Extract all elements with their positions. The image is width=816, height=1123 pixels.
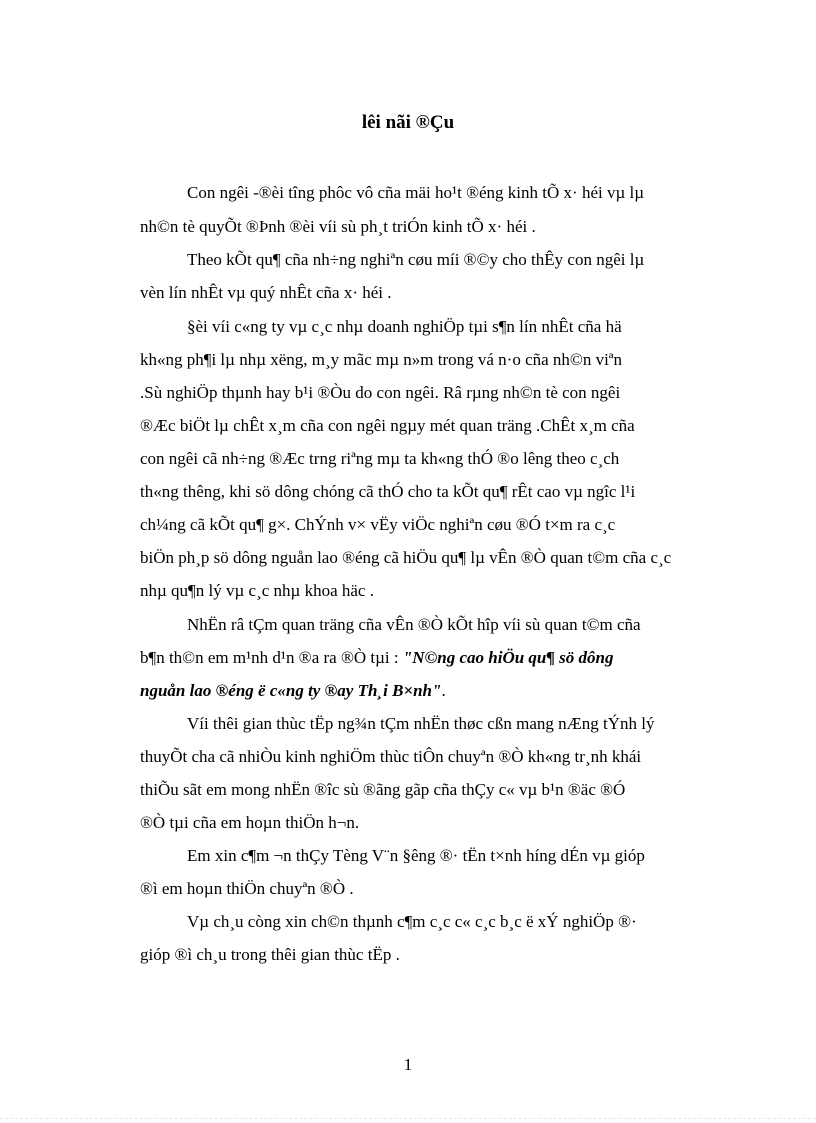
paragraph-3-line-7: ch¼ng cã kÕt qu¶ g×. ChÝnh v× vËy viÖc nghiªn cøu ®Ó t×m ra c¸c [140, 515, 616, 534]
paragraph-3-line-1: §èi víi c«ng ty vµ c¸c nhµ doanh nghiÖp tµi s¶n lín nhÊt cña hä [187, 317, 622, 336]
paragraph-3-line-2: kh«ng ph¶i lµ nhµ xëng, m¸y mãc mµ n»m trong vá n·o cña nh©n viªn [140, 350, 622, 369]
paragraph-4-lead-text: b¶n th©n em m¹nh d¹n ®a ra ®Ò tµi : [140, 648, 399, 667]
paragraph-4-line-2 [140, 646, 720, 670]
paragraph-2-line-1: Theo kÕt qu¶ cña nh÷ng nghiªn cøu míi ®©y cho thÊy con ngêi lµ [187, 250, 645, 269]
paragraph-5-line-4: ®Ò tµi cña em hoµn thiÖn h¬n. [140, 813, 360, 832]
paragraph-6-line-2: ®ì em hoµn thiÖn chuyªn ®Ò . [140, 879, 354, 898]
paragraph-7-line-1: Vµ ch¸u còng xin ch©n thµnh c¶m c¸c c« c¸c b¸c ë xÝ nghiÖp ®· [187, 912, 637, 931]
paragraph-3-line-9: nhµ qu¶n lý vµ c¸c nhµ khoa häc . [140, 581, 374, 600]
paragraph-1-line-2: nh©n tè quyÕt ®Þnh ®èi víi sù ph¸t triÓn kinh tÕ x· héi . [140, 217, 536, 236]
paragraph-5-line-3: thiÕu sãt em mong nhËn ®îc sù ®ãng gãp cña thÇy c« vµ b¹n ®äc ®Ó [140, 780, 626, 799]
page-edge-divider [0, 1118, 816, 1119]
paragraph-3-line-4: ®Æc biÖt lµ chÊt x¸m cña con ngêi ngµy mét quan träng .ChÊt x¸m cña [140, 416, 635, 435]
page-number: 1 [403, 1055, 413, 1074]
topic-title-line-2: nguån lao ®éng ë c«ng ty ®ay Th¸i B×nh" [140, 681, 442, 700]
paragraph-5-line-1: Víi thêi gian thùc tËp ng¾n tÇm nhËn thøc cßn mang nÆng tÝnh lý [187, 714, 655, 733]
paragraph-4-line-1: NhËn râ tÇm quan träng cña vÊn ®Ò kÕt hîp víi sù quan t©m cña [187, 615, 641, 634]
paragraph-3-line-3: .Sù nghiÖp thµnh hay b¹i ®Òu do con ngêi. Râ rµng nh©n tè con ngêi [140, 383, 621, 402]
paragraph-3-line-6: th«ng thêng, khi sö dông chóng cã thÓ cho ta kÕt qu¶ rÊt cao vµ ngîc l¹i [140, 482, 636, 501]
paragraph-2-line-2: vèn lín nhÊt vµ quý nhÊt cña x· héi . [140, 283, 392, 302]
paragraph-6-line-1: Em xin c¶m ¬n thÇy Tèng V¨n §êng ®· tËn t×nh híng dÉn vµ gióp [187, 846, 645, 865]
topic-title-line-1: "N©ng cao hiÖu qu¶ sö dông [402, 648, 614, 667]
page-title: lêi nãi ®Çu [361, 112, 455, 133]
paragraph-3-line-8: biÖn ph¸p sö dông nguån lao ®éng cã hiÖu qu¶ lµ vÊn ®Ò quan t©m cña c¸c [140, 548, 672, 567]
paragraph-7-line-2: gióp ®ì ch¸u trong thêi gian thùc tËp . [140, 945, 400, 964]
paragraph-3-line-5: con ngêi cã nh÷ng ®Æc trng riªng mµ ta kh«ng thÓ ®o lêng theo c¸ch [140, 449, 620, 468]
paragraph-5-line-2: thuyÕt cha cã nhiÒu kinh nghiÖm thùc tiÔn chuyªn ®Ò kh«ng tr¸nh khái [140, 747, 642, 766]
paragraph-4-line-3 [140, 679, 720, 703]
paragraph-1-line-1: Con ngêi -®èi tîng phôc vô cña mäi ho¹t ®éng kinh tÕ x· héi vµ lµ [187, 183, 645, 202]
topic-title-end: . [441, 681, 446, 700]
